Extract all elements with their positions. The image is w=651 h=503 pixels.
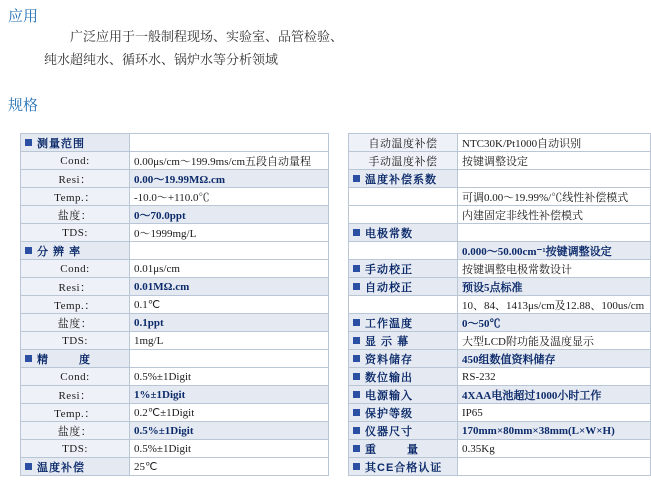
row-value-cell: 按键调整设定 bbox=[458, 152, 651, 170]
row-value-cell: 10、84、1413μs/cm及12.88、100us/cm bbox=[458, 296, 651, 314]
table-row bbox=[21, 314, 329, 332]
application-text-line2: 纯水超纯水、循环水、锅炉水等分析领域 bbox=[44, 52, 279, 67]
row-label-cell bbox=[21, 242, 130, 260]
row-label: 测量范围 bbox=[37, 137, 85, 150]
table-row bbox=[349, 332, 651, 350]
row-label-cell: Resi： bbox=[21, 278, 130, 296]
row-label: 温度补偿系数 bbox=[365, 173, 437, 186]
table-row bbox=[349, 170, 651, 188]
row-label-cell bbox=[349, 224, 458, 242]
row-label-cell bbox=[349, 170, 458, 188]
table-row bbox=[349, 368, 651, 386]
row-value-cell: 0.01MΩ.cm bbox=[130, 278, 329, 296]
row-value-cell: 1%±1Digit bbox=[130, 386, 329, 404]
row-label-cell: Cond: bbox=[21, 152, 130, 170]
table-row bbox=[349, 386, 651, 404]
row-label-cell bbox=[349, 368, 458, 386]
row-label-cell bbox=[349, 206, 458, 224]
row-label-cell: 自动温度补偿 bbox=[349, 134, 458, 152]
row-label-cell: Resi： bbox=[21, 386, 130, 404]
table-row bbox=[349, 296, 651, 314]
row-label-cell: 盐度： bbox=[21, 422, 130, 440]
bullet-icon bbox=[353, 265, 360, 272]
row-label-cell: Temp.： bbox=[21, 296, 130, 314]
row-value-cell bbox=[458, 170, 651, 188]
table-row bbox=[21, 422, 329, 440]
row-label: 电极常数 bbox=[365, 227, 413, 240]
bullet-icon bbox=[353, 463, 360, 470]
table-row bbox=[349, 260, 651, 278]
row-label-cell bbox=[21, 458, 130, 476]
row-label-cell bbox=[349, 404, 458, 422]
row-label: 资料储存 bbox=[365, 353, 413, 366]
row-label-cell bbox=[349, 386, 458, 404]
table-row bbox=[21, 242, 329, 260]
row-label: 电源输入 bbox=[365, 389, 413, 402]
row-value-cell bbox=[130, 242, 329, 260]
row-label: 工作温度 bbox=[365, 317, 413, 330]
table-row bbox=[349, 152, 651, 170]
application-text-line1: 广泛应用于一般制程现场、实验室、品管检验、 bbox=[70, 29, 344, 44]
spec-table-left bbox=[20, 133, 329, 476]
bullet-icon bbox=[353, 391, 360, 398]
table-row bbox=[349, 242, 651, 260]
spec-table-right-body bbox=[349, 134, 651, 476]
row-value-cell: 0.5%±1Digit bbox=[130, 440, 329, 458]
table-row bbox=[21, 440, 329, 458]
row-value-cell: 0.1ppt bbox=[130, 314, 329, 332]
row-value-cell: 0.00～19.99MΩ.cm bbox=[130, 170, 329, 188]
row-value-cell: 0.2℃±1Digit bbox=[130, 404, 329, 422]
row-value-cell: 可调0.00～19.99%/℃线性补偿模式 bbox=[458, 188, 651, 206]
table-row bbox=[21, 368, 329, 386]
row-label: 手动校正 bbox=[365, 263, 413, 276]
bullet-icon bbox=[353, 445, 360, 452]
row-label-cell: Temp.： bbox=[21, 404, 130, 422]
row-label: 自动校正 bbox=[365, 281, 413, 294]
row-label-cell bbox=[349, 458, 458, 476]
row-value-cell: 0.5%±1Digit bbox=[130, 422, 329, 440]
table-row bbox=[349, 134, 651, 152]
row-label: 仪器尺寸 bbox=[365, 425, 413, 438]
table-row bbox=[21, 458, 329, 476]
row-label-cell bbox=[21, 350, 130, 368]
row-label-cell bbox=[349, 422, 458, 440]
bullet-icon bbox=[25, 139, 32, 146]
table-row bbox=[349, 440, 651, 458]
row-label-cell: TDS: bbox=[21, 332, 130, 350]
row-label: 温度补偿 bbox=[37, 461, 85, 474]
bullet-icon bbox=[353, 319, 360, 326]
row-value-cell: 4XAA电池超过1000小时工作 bbox=[458, 386, 651, 404]
table-row bbox=[21, 404, 329, 422]
bullet-icon bbox=[353, 175, 360, 182]
row-value-cell: 0.1℃ bbox=[130, 296, 329, 314]
row-label: 显 示 幕 bbox=[365, 335, 410, 348]
table-row bbox=[21, 152, 329, 170]
table-row bbox=[349, 206, 651, 224]
table-row bbox=[21, 224, 329, 242]
row-label-cell bbox=[349, 440, 458, 458]
bullet-icon bbox=[353, 337, 360, 344]
row-value-cell: 按键调整电极常数设计 bbox=[458, 260, 651, 278]
row-value-cell: 1mg/L bbox=[130, 332, 329, 350]
row-label-cell: Cond: bbox=[21, 260, 130, 278]
row-value-cell: 0.00μs/cm～199.9ms/cm五段自动量程 bbox=[130, 152, 329, 170]
row-value-cell: 0.5%±1Digit bbox=[130, 368, 329, 386]
bullet-icon bbox=[353, 409, 360, 416]
table-row bbox=[349, 188, 651, 206]
spec-table-right bbox=[348, 133, 651, 476]
row-label: 保护等级 bbox=[365, 407, 413, 420]
row-value-cell: 0～1999mg/L bbox=[130, 224, 329, 242]
table-row bbox=[21, 332, 329, 350]
row-value-cell: 0.01μs/cm bbox=[130, 260, 329, 278]
bullet-icon bbox=[353, 355, 360, 362]
table-row bbox=[349, 314, 651, 332]
bullet-icon bbox=[353, 283, 360, 290]
row-value-cell: 内建固定非线性补偿模式 bbox=[458, 206, 651, 224]
page-title-specification: 规格 bbox=[8, 97, 39, 114]
row-label-cell bbox=[21, 134, 130, 152]
row-label-cell bbox=[349, 350, 458, 368]
table-row bbox=[21, 350, 329, 368]
row-label: 重 量 bbox=[365, 443, 421, 456]
bullet-icon bbox=[25, 247, 32, 254]
table-row bbox=[349, 278, 651, 296]
row-value-cell: 预设5点标准 bbox=[458, 278, 651, 296]
row-value-cell: RS-232 bbox=[458, 368, 651, 386]
row-value-cell bbox=[130, 350, 329, 368]
table-row bbox=[21, 386, 329, 404]
table-row bbox=[21, 206, 329, 224]
row-value-cell: NTC30K/Pt1000自动识别 bbox=[458, 134, 651, 152]
table-row bbox=[349, 458, 651, 476]
row-label-cell: Temp.： bbox=[21, 188, 130, 206]
table-row bbox=[349, 350, 651, 368]
row-value-cell: IP65 bbox=[458, 404, 651, 422]
row-label-cell bbox=[349, 314, 458, 332]
bullet-icon bbox=[353, 373, 360, 380]
row-label: 精 度 bbox=[37, 353, 93, 366]
bullet-icon bbox=[353, 427, 360, 434]
row-label-cell: Cond: bbox=[21, 368, 130, 386]
bullet-icon bbox=[353, 229, 360, 236]
row-value-cell: 25℃ bbox=[130, 458, 329, 476]
row-value-cell: 0～50℃ bbox=[458, 314, 651, 332]
row-label-cell bbox=[349, 296, 458, 314]
table-row bbox=[21, 296, 329, 314]
row-label-cell: Resi： bbox=[21, 170, 130, 188]
row-label: 数位输出 bbox=[365, 371, 413, 384]
table-row bbox=[21, 134, 329, 152]
spec-table-left-body bbox=[21, 134, 329, 476]
table-row bbox=[21, 278, 329, 296]
page-title-application: 应用 bbox=[8, 8, 39, 25]
row-value-cell: -10.0～+110.0℃ bbox=[130, 188, 329, 206]
row-label: 其CE合格认证 bbox=[365, 461, 443, 474]
row-value-cell: 大型LCD附功能及温度显示 bbox=[458, 332, 651, 350]
row-value-cell bbox=[458, 224, 651, 242]
table-row bbox=[21, 170, 329, 188]
table-row bbox=[349, 422, 651, 440]
row-label-cell bbox=[349, 242, 458, 260]
row-value-cell bbox=[458, 458, 651, 476]
row-label-cell bbox=[349, 278, 458, 296]
row-label-cell bbox=[349, 188, 458, 206]
row-label-cell: 手动温度补偿 bbox=[349, 152, 458, 170]
bullet-icon bbox=[25, 463, 32, 470]
table-row bbox=[349, 404, 651, 422]
row-value-cell: 0～70.0ppt bbox=[130, 206, 329, 224]
table-row bbox=[21, 188, 329, 206]
row-label: 分 辨 率 bbox=[37, 245, 82, 258]
row-value-cell bbox=[130, 134, 329, 152]
row-value-cell: 170mm×80mm×38mm(L×W×H) bbox=[458, 422, 651, 440]
row-label-cell bbox=[349, 332, 458, 350]
row-value-cell: 450组数值资料储存 bbox=[458, 350, 651, 368]
row-label-cell: TDS: bbox=[21, 224, 130, 242]
row-label-cell bbox=[349, 260, 458, 278]
table-row bbox=[349, 224, 651, 242]
row-value-cell: 0.000～50.00cm⁻¹按键调整设定 bbox=[458, 242, 651, 260]
bullet-icon bbox=[25, 355, 32, 362]
row-label-cell: TDS: bbox=[21, 440, 130, 458]
row-value-cell: 0.35Kg bbox=[458, 440, 651, 458]
row-label-cell: 盐度： bbox=[21, 314, 130, 332]
row-label-cell: 盐度： bbox=[21, 206, 130, 224]
table-row bbox=[21, 260, 329, 278]
